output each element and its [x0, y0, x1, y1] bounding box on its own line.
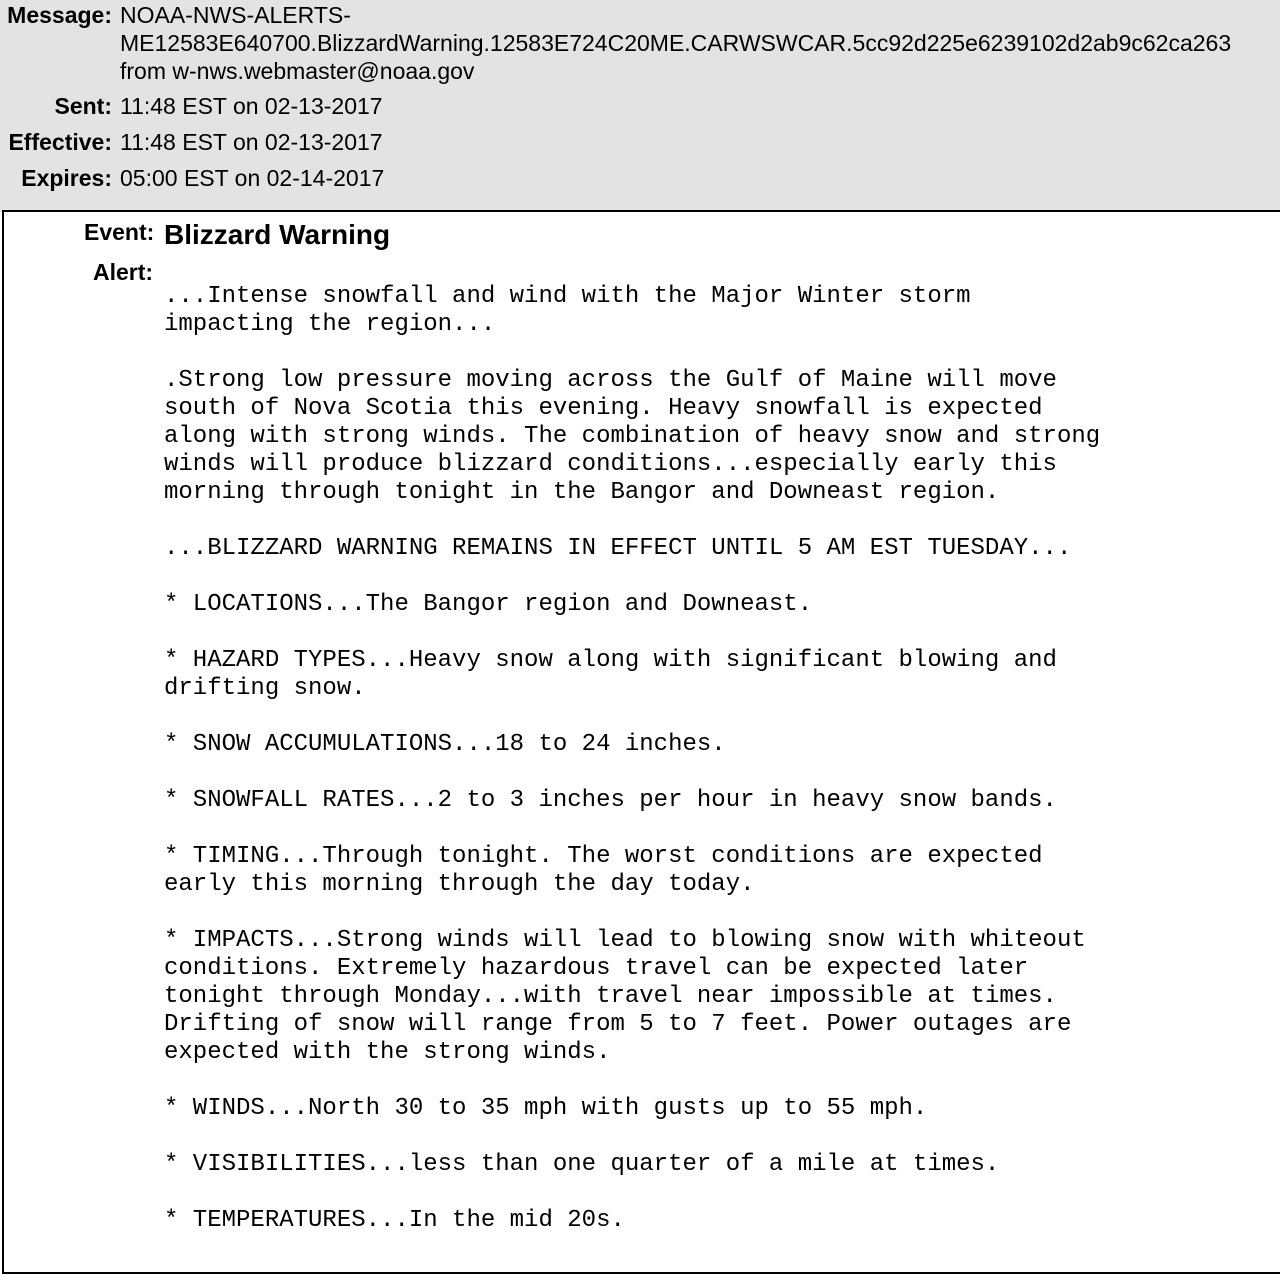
sent-label: Sent:: [54, 93, 112, 119]
message-label: Message:: [7, 2, 112, 28]
message-id-line1: NOAA-NWS-ALERTS-: [120, 2, 351, 28]
message-value: [120, 1, 1231, 85]
message-id-line2: ME12583E640700.BlizzardWarning.12583E724C20ME.CARWSWCAR.5cc92d225e6239102d2ab9c62ca263: [120, 30, 1232, 56]
alert-label: Alert:: [93, 259, 154, 285]
effective-label: Effective:: [8, 129, 112, 155]
effective-value: 11:48 EST on 02-13-2017: [120, 129, 383, 155]
expires-label: Expires:: [21, 165, 112, 191]
alert-header: [0, 0, 1280, 212]
alert-body-text: ...Intense snowfall and wind with the Major Winter storm impacting the region... .Strong low pressure moving across the Gulf of Maine will move south of Nova Scotia this evening. Heavy snowfall is expected along with strong winds. The combination of heavy snow and strong winds will produce blizzard conditions...especially early this morning through tonight in the Bangor and Downeast region. ...BLIZZARD WARNING REMAINS IN EFFECT UNTIL 5 AM EST TUESDAY... * LOCATIONS...The Bangor region and Downeast. * HAZARD TYPES...Heavy snow along with significant blowing and drifting snow. * SNOW ACCUMULATIONS...18 to 24 inches. * SNOWFALL RATES...2 to 3 inches per hour in heavy snow bands. * TIMING...Through tonight. The worst conditions are expected early this morning through the day today. * IMPACTS...Strong winds will lead to blowing snow with whiteout conditions. Extremely hazardous travel can be expected later tonight through Monday...with travel near impossible at times. Drifting of snow will range from 5 to 7 feet. Power outages are expected with the strong winds. * WINDS...North 30 to 35 mph with gusts up to 55 mph. * VISIBILITIES...less than one quarter of a mile at times. * TEMPERATURES...In the mid 20s.: [164, 283, 1101, 1234]
event-label: Event:: [84, 219, 155, 245]
message-sender: from w-nws.webmaster@noaa.gov: [120, 58, 475, 84]
sent-value: 11:48 EST on 02-13-2017: [120, 93, 383, 119]
expires-value: 05:00 EST on 02-14-2017: [120, 165, 385, 191]
event-title: Blizzard Warning: [164, 219, 391, 250]
